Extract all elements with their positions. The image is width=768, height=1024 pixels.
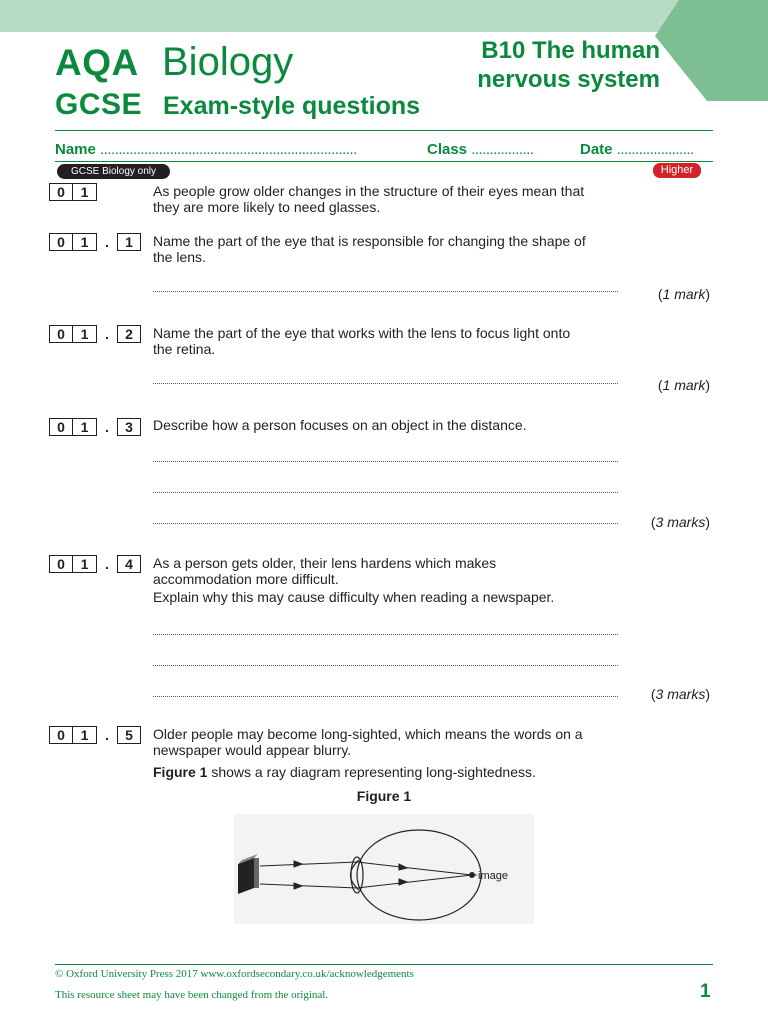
class-field[interactable] (427, 141, 534, 158)
date-label: Date (580, 141, 613, 158)
brand-aqa: AQA (55, 42, 139, 83)
eyeball (351, 830, 482, 920)
date-field[interactable] (580, 141, 694, 158)
class-dots: ................. (471, 141, 534, 158)
question-number-01-1: 0 1 . 1 (49, 233, 141, 251)
answer-line[interactable] (153, 523, 618, 524)
tier-badge: Higher (653, 163, 701, 178)
marks-01-3: (3 marks) (650, 514, 710, 530)
name-label: Name (55, 141, 96, 158)
divider (55, 161, 713, 162)
footer-copyright: © Oxford University Press 2017 www.oxfordsecondary.co.uk/acknowledgements (55, 968, 414, 980)
answer-line[interactable] (153, 696, 618, 697)
date-dots: ..................... (616, 141, 694, 158)
question-01-1-text: Name the part of the eye that is responsible for changing the shape of the lens. (153, 233, 586, 265)
subject-only-badge: GCSE Biology only (57, 164, 170, 179)
question-01-5-figure-ref: Figure 1 shows a ray diagram representing long-sightedness. (153, 764, 536, 780)
footer-divider (55, 964, 713, 965)
question-01-text: As people grow older changes in the structure of their eyes mean that they are more likely to need glasses. (153, 183, 585, 215)
question-number-01: 0 1 (49, 183, 97, 201)
brand-gcse: GCSE (55, 88, 143, 121)
class-label: Class (427, 141, 468, 158)
question-number-01-3: 0 1 . 3 (49, 418, 141, 436)
divider (55, 130, 713, 131)
marks-01-2: (1 mark) (657, 377, 710, 393)
brand-subject: Biology (162, 40, 294, 84)
question-number-01-4: 0 1 . 4 (49, 555, 141, 573)
topic-title-line1: B10 The human (481, 37, 660, 64)
page-number: 1 (700, 981, 711, 1002)
marks-01-4: (3 marks) (650, 686, 710, 702)
question-01-4-instruction: Explain why this may cause difficulty when reading a newspaper. (153, 589, 555, 605)
ray-diagram (234, 814, 534, 924)
image-label: image (478, 870, 508, 882)
brand-series: Exam-style questions (163, 92, 421, 120)
topic-title (460, 36, 660, 94)
marks-01-1: (1 mark) (657, 286, 710, 302)
name-field[interactable] (55, 141, 357, 158)
book-icon (238, 854, 259, 894)
question-01-4-text: As a person gets older, their lens hardens which makes accommodation more difficult. (153, 555, 497, 587)
header-corner-shape (655, 0, 768, 101)
footer-notice: This resource sheet may have been changed from the original. (55, 989, 329, 1001)
answer-line[interactable] (153, 634, 618, 635)
figure-caption: Figure 1 (356, 788, 412, 804)
question-number-01-5: 0 1 . 5 (49, 726, 141, 744)
question-01-2-text: Name the part of the eye that works with the lens to focus light onto the retina. (153, 325, 571, 357)
answer-line[interactable] (153, 383, 618, 384)
question-01-3-text: Describe how a person focuses on an object in the distance. (153, 417, 527, 433)
question-01-5-text: Older people may become long-sighted, which means the words on a newspaper would appear blurry. (153, 726, 583, 758)
question-number-01-2: 0 1 . 2 (49, 325, 141, 343)
header-band (0, 0, 768, 32)
topic-title-line2: nervous system (477, 66, 660, 93)
answer-line[interactable] (153, 665, 618, 666)
light-rays (260, 861, 477, 889)
name-dots: ...................................................................... (100, 141, 357, 158)
answer-line[interactable] (153, 492, 618, 493)
answer-line[interactable] (153, 291, 618, 292)
answer-line[interactable] (153, 461, 618, 462)
